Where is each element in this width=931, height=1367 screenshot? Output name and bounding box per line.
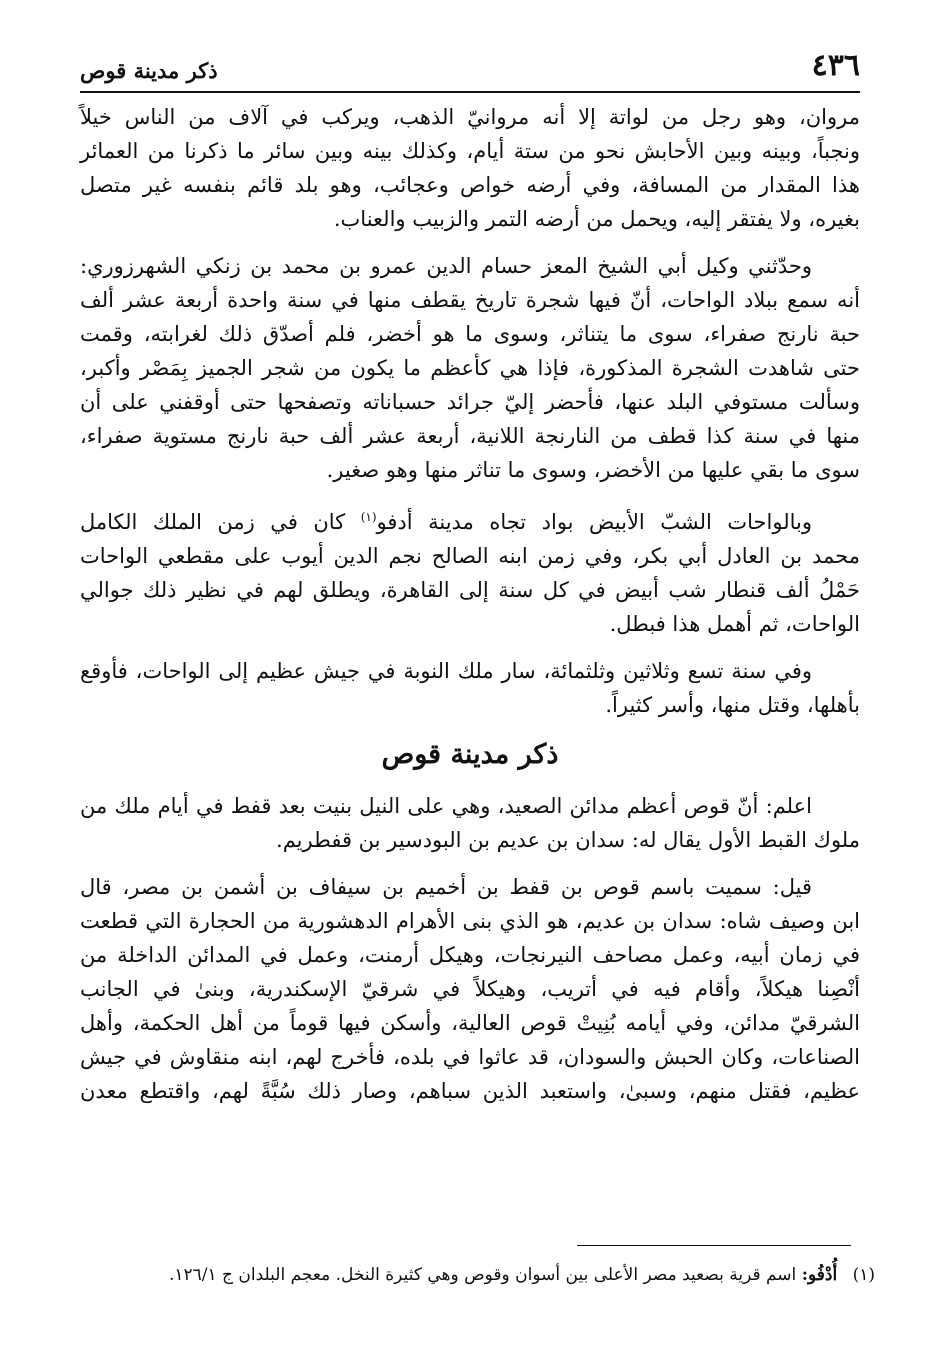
- paragraph: [80, 789, 860, 857]
- footnote-number: (١): [852, 1265, 875, 1285]
- section-heading: ذكر مدينة قوص: [381, 739, 559, 770]
- running-title: ذكر مدينة قوص: [80, 58, 218, 83]
- text-line: قيل: سميت باسم قوص بن قفط بن أخميم بن سيفاف بن أشمن بن مصر، قال: [80, 875, 812, 899]
- text-line: في زمان أبيه، وعمل مصاحف النيرنجات، وهيكل أرمنت، وعمل في المدائن الداخلة من: [80, 943, 860, 967]
- text-line: الواحات، ثم أهمل هذا فبطل.: [609, 612, 860, 636]
- text-line: وحدّثني وكيل أبي الشيخ المعز حسام الدين عمرو بن محمد بن زنكي الشهرزوري:: [80, 254, 812, 278]
- footnote-text: اسم قرية بصعيد مصر الأعلى بين أسوان وقوص وهي كثيرة النخل. معجم البلدان ج ١٢٦/١.: [168, 1265, 797, 1285]
- text-line: وسألت مستوفي البلد عنها، فأحضر إليّ جرائد حسباناته وتصفحها حتى أوقفني على أن: [80, 390, 860, 414]
- text-line: [80, 500, 860, 539]
- paragraph: [80, 249, 860, 487]
- text-line: وفي سنة تسع وثلاثين وثلثمائة، سار ملك النوبة في جيش عظيم إلى الواحات، فأوقع: [80, 659, 812, 683]
- footnote-rule: [577, 1245, 851, 1246]
- paragraph: [80, 870, 860, 1108]
- footnote-term: أُدْفُو:: [801, 1265, 838, 1285]
- page-number: ٤٣٦: [811, 48, 860, 83]
- paragraph: [80, 100, 860, 236]
- text-line: حَمْلُ ألف قنطار شب أبيض في كل سنة إلى القاهرة، ويطلق لهم في نظير ذلك جوالي: [80, 578, 860, 602]
- text-segment: وبالواحات الشبّ الأبيض بواد تجاه مدينة أدفو: [376, 510, 812, 534]
- header-rule: [80, 91, 860, 93]
- body-text: [80, 100, 860, 1121]
- text-segment: كان في زمن الملك الكامل: [80, 510, 361, 534]
- text-line: عظيم، فقتل منهم، وسبىٰ، واستعبد الذين سباهم، وصار ذلك سُبَّةً لهم، واقتطع معدن: [80, 1079, 860, 1103]
- text-line: سوى ما بقي عليها من الأخضر، وسوى ما تناثر منها وهو صغير.: [326, 458, 860, 482]
- text-line: ابن وصيف شاه: سدان بن عديم، هو الذي بنى الأهرام الدهشورية من الحجارة التي قطعت: [80, 909, 860, 933]
- text-line: محمد بن العادل أبي بكر، وفي زمن ابنه الصالح نجم الدين أيوب على مقطعي الواحات: [80, 544, 860, 568]
- text-line: حبة نارنج صفراء، سوى ما يتناثر، وسوى ما هو أخضر، فلم أصدّق ذلك لغرابته، وقمت: [80, 322, 860, 346]
- text-line: منها في سنة كذا قطف من النارنجة اللانية، أربعة عشر ألف حبة نارنج مستوية صفراء،: [80, 424, 860, 448]
- page-header: [80, 44, 860, 94]
- paragraph: [80, 654, 860, 722]
- text-line: اعلم: أنّ قوص أعظم مدائن الصعيد، وهي على النيل بنيت بعد قفط في أيام ملك من: [80, 794, 812, 818]
- text-line: الشرقيّ مدائن، وفي أيامه بُنِيتْ قوص العالية، وأسكن فيها قوماً من أهل الحكمة، وأهل: [80, 1011, 860, 1035]
- text-line: ونجباً، وبينه وبين الأحابش نحو من ستة أيام، وكذلك بينه وبين سائر ما ذكرنا من العمائر: [80, 139, 860, 163]
- footnote: [80, 1262, 875, 1288]
- text-line: هذا المقدار من المسافة، وفي أرضه خواص وعجائب، وهو بلد قائم بنفسه غير متصل: [80, 173, 860, 197]
- paragraph: [80, 500, 860, 641]
- footnote-reference[interactable]: (١): [360, 510, 377, 524]
- text-line: بأهلها، وقتل منها، وأسر كثيراً.: [605, 693, 860, 717]
- text-line: أنه سمع ببلاد الواحات، أنّ فيها شجرة تاريخ يقطف منها في سنة واحدة أربعة عشر ألف: [80, 288, 860, 312]
- text-line: الصناعات، وكان الحبش والسودان، قد عاثوا في بلده، فأخرج لهم، ابنه منقاوش في جيش: [80, 1045, 860, 1069]
- text-line: ملوك القبط الأول يقال له: سدان بن عديم بن البودسير بن قفطريم.: [276, 828, 860, 852]
- text-line: بغيره، ولا يفتقر إليه، ويحمل من أرضه التمر والزبيب والعناب.: [333, 207, 860, 231]
- text-line: حتى شاهدت الشجرة المذكورة، فإذا هي كأعظم ما يكون من شجر الجميز بِمَصْر وأكبر،: [80, 356, 860, 380]
- text-line: أنْصِنا هيكلاً، وأقام فيه في أتريب، وهيكلاً في شرقيّ الإسكندرية، وبنىٰ في الجانب: [80, 977, 860, 1001]
- text-line: مروان، وهو رجل من لواتة إلا أنه مروانيّ الذهب، ويركب في آلاف من الناس خيلاً: [80, 105, 860, 129]
